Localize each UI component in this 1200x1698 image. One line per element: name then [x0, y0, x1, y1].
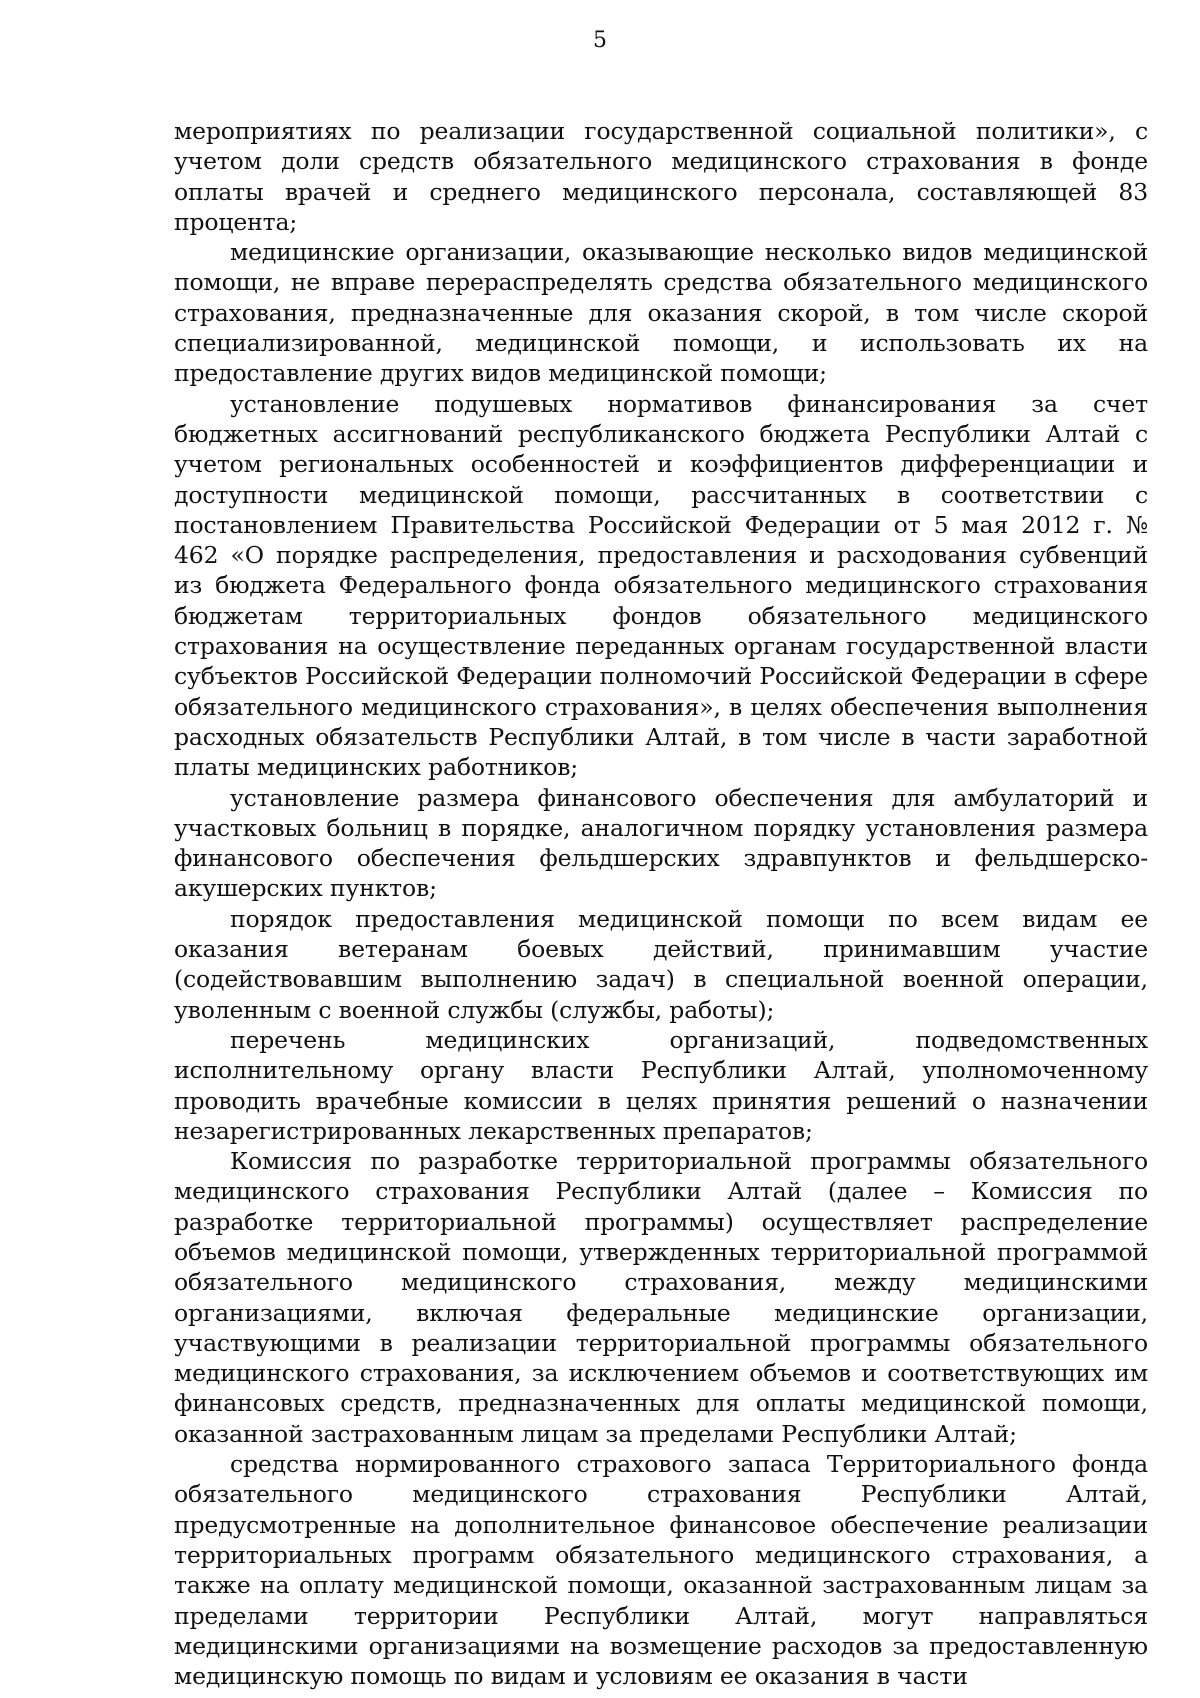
paragraph-6: перечень медицинских организаций, подведомственных исполнительному органу власти Республики Алтай, уполномоченному проводить врачебные комиссии в целях принятия решений о назначении незарегистрированных лекарственных препаратов; [174, 1025, 1148, 1145]
document-body [174, 116, 1148, 1691]
paragraph-7: Комиссия по разработке территориальной программы обязательного медицинского страхования Республики Алтай (далее – Комиссия по разработке территориальной программы) осуществляет распределение объемов медицинской помощи, утвержденных территориальной программой обязательного медицинского страхования, между медицинскими организациями, включая федеральные медицинские организации, участвующими в реализации территориальной программы обязательного медицинского страхования, за исключением объемов и соответствующих им финансовых средств, предназначенных для оплаты медицинской помощи, оказанной застрахованным лицам за пределами Республики Алтай; [174, 1147, 1148, 1448]
paragraph-3: установление подушевых нормативов финансирования за счет бюджетных ассигнований республиканского бюджета Республики Алтай с учетом региональных особенностей и коэффициентов дифференциации и доступности медицинской помощи, рассчитанных в соответствии с постановлением Правительства Российской Федерации от 5 мая 2012 г. № 462 «О порядке распределения, предоставления и расходования субвенций из бюджета Федерального фонда обязательного медицинского страхования бюджетам территориальных фондов обязательного медицинского страхования на осуществление переданных органам государственной власти субъектов Российской Федерации полномочий Российской Федерации в сфере обязательного медицинского страхования», в целях обеспечения выполнения расходных обязательств Республики Алтай, в том числе в части заработной платы медицинских работников; [174, 389, 1148, 782]
paragraph-4: установление размера финансового обеспечения для амбулаторий и участковых больниц в порядке, аналогичном порядку установления размера финансового обеспечения фельдшерских здравпунктов и фельдшерско-акушерских пунктов; [174, 783, 1148, 903]
paragraph-8: средства нормированного страхового запаса Территориального фонда обязательного медицинского страхования Республики Алтай, предусмотренные на дополнительное финансовое обеспечение реализации территориальных программ обязательного медицинского страхования, а также на оплату медицинской помощи, оказанной застрахованным лицам за пределами территории Республики Алтай, могут направляться медицинскими организациями на возмещение расходов за предоставленную медицинскую помощь по видам и условиям ее оказания в части [174, 1450, 1148, 1691]
paragraph-1: мероприятиях по реализации государственной социальной политики», с учетом доли средств обязательного медицинского страхования в фонде оплаты врачей и среднего медицинского персонала, составляющей 83 процента; [174, 117, 1148, 236]
paragraph-5: порядок предоставления медицинской помощи по всем видам ее оказания ветеранам боевых действий, принимавшим участие (содействовавшим выполнению задач) в специальной военной операции, уволенным с военной службы (службы, работы); [174, 904, 1148, 1024]
page-number: 5 [593, 28, 607, 53]
paragraph-2: медицинские организации, оказывающие несколько видов медицинской помощи, не вправе перераспределять средства обязательного медицинского страхования, предназначенные для оказания скорой, в том числе скорой специализированной, медицинской помощи, и использовать их на предоставление других видов медицинской помощи; [174, 238, 1148, 388]
